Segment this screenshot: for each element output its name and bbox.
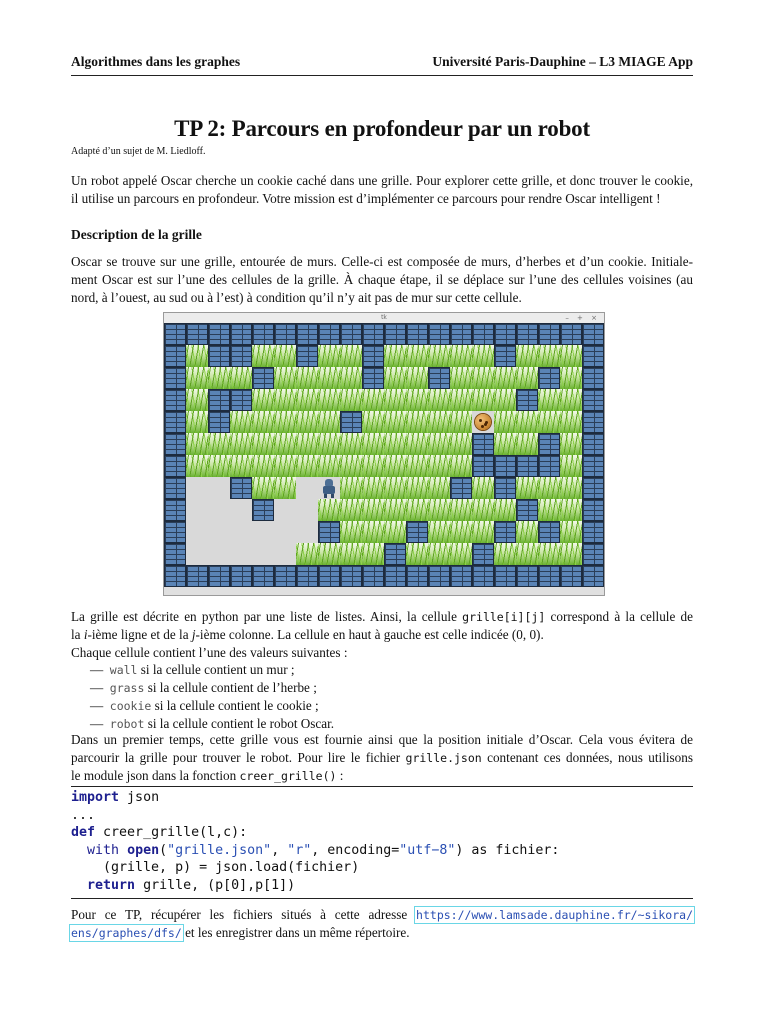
grid-cell-wall: [230, 345, 252, 367]
code-rule-top: [71, 786, 693, 787]
grid-cell-grass: [406, 389, 428, 411]
grid-cell-grass: [186, 345, 208, 367]
grid-cell-grass: [274, 389, 296, 411]
grid-cell-grass: [472, 345, 494, 367]
grid-cell-wall: [450, 477, 472, 499]
grid-cell-grass: [406, 367, 428, 389]
grid-cell-wall: [472, 565, 494, 587]
grid-cell-wall: [296, 323, 318, 345]
grid-cell-grass: [318, 433, 340, 455]
grid-cell-empty: [208, 499, 230, 521]
grid-cell-empty: [274, 543, 296, 565]
grid-cell-grass: [450, 345, 472, 367]
math-origin: (0, 0): [511, 627, 541, 642]
grid-cell-wall: [472, 543, 494, 565]
grid-cell-grass: [274, 345, 296, 367]
grid-cell-grass: [428, 499, 450, 521]
grid-cell-grass: [252, 455, 274, 477]
grid-cell-wall: [164, 345, 186, 367]
grid-cell-wall: [494, 521, 516, 543]
grid-cell-grass: [560, 455, 582, 477]
grid-cell-grass: [560, 367, 582, 389]
grid-cell-wall: [252, 565, 274, 587]
robot-oscar-icon: [318, 477, 340, 499]
grid-cell-grass: [384, 477, 406, 499]
grid-cell-grass: [428, 345, 450, 367]
grid-cell-grass: [538, 499, 560, 521]
grid-cell-grass: [252, 477, 274, 499]
grid-cell-wall: [582, 389, 604, 411]
grid-cell-grass: [296, 543, 318, 565]
bullet-dash: —: [90, 680, 104, 695]
bullet-dash: —: [90, 716, 104, 731]
grid-cell-grass: [318, 345, 340, 367]
grid-cell-grass: [362, 455, 384, 477]
grid-cell-empty: [274, 521, 296, 543]
grid-cell-grass: [384, 345, 406, 367]
grid-cell-wall: [472, 455, 494, 477]
explanation-line: Chaque cellule contient l’une des valeurs suivantes :: [71, 645, 348, 660]
load-line: parcourir la grille pour trouver le robot. Pour lire le fichier grille.json contenant ces données, nous utilisons: [71, 750, 693, 765]
grid-cell-grass: [428, 389, 450, 411]
course-name: Algorithmes dans les graphes: [71, 54, 241, 69]
grid-cell-grass: [362, 411, 384, 433]
grid-cell-wall: [472, 433, 494, 455]
grid-cell-grass: [384, 389, 406, 411]
grid-cell-grass: [406, 455, 428, 477]
grid-cell-grass: [516, 521, 538, 543]
grid-cell-grass: [472, 521, 494, 543]
intro-paragraph: [71, 172, 693, 208]
grid-cell-wall: [164, 389, 186, 411]
grid-cell-wall: [164, 323, 186, 345]
grid-cell-wall: [582, 433, 604, 455]
grid-cell-wall: [538, 565, 560, 587]
grid-cell-grass: [384, 367, 406, 389]
cookie-icon: [475, 414, 491, 430]
grid-cell-grass: [296, 433, 318, 455]
grid-cell-grass: [494, 411, 516, 433]
grid-cell-wall: [230, 565, 252, 587]
grid-cell-grass: [516, 433, 538, 455]
grid-cell-wall: [582, 543, 604, 565]
grid-cell-wall: [274, 565, 296, 587]
grid-cell-grass: [274, 477, 296, 499]
value-code: cookie: [109, 699, 152, 713]
grid-cell-wall: [208, 411, 230, 433]
grid-cell-wall: [164, 411, 186, 433]
inline-code: grille[i][j]: [462, 610, 546, 624]
grid-cell-wall: [516, 499, 538, 521]
grid-cell-wall: [164, 455, 186, 477]
grid-cell-grass: [230, 433, 252, 455]
grid-cell-wall: [230, 323, 252, 345]
grid-cell-grass: [252, 389, 274, 411]
list-item: — cookie si la cellule contient le cookie ;: [90, 698, 319, 713]
grid-cell-grass: [516, 411, 538, 433]
credit-note: Adapté d’un sujet de M. Liedloff.: [71, 146, 206, 157]
grid-cell-wall: [582, 367, 604, 389]
grid-cell-wall: [164, 477, 186, 499]
grid-cell-grass: [362, 521, 384, 543]
grid-cell-wall: [164, 433, 186, 455]
grid-cell-wall: [560, 565, 582, 587]
grid-cell-wall: [164, 565, 186, 587]
inline-code: grille.json: [405, 751, 482, 765]
grid-cell-grass: [406, 345, 428, 367]
grid-cell-grass: [428, 477, 450, 499]
grid-cell-grass: [274, 433, 296, 455]
grid-cell-wall: [494, 323, 516, 345]
grid-cell-grass: [384, 499, 406, 521]
grid-cell-grass: [450, 433, 472, 455]
grid-cell-grass: [252, 433, 274, 455]
grid-cell-empty: [186, 499, 208, 521]
grid-cell-wall: [164, 499, 186, 521]
grid-cell-wall: [296, 345, 318, 367]
grid-cell-grass: [428, 543, 450, 565]
grid-cell-grass: [186, 411, 208, 433]
grid-cell-grass: [538, 345, 560, 367]
list-item: — wall si la cellule contient un mur ;: [90, 662, 295, 677]
grid-cell-grass: [340, 477, 362, 499]
grid-cell-empty: [186, 521, 208, 543]
grid-cell-wall: [362, 565, 384, 587]
value-code: grass: [109, 681, 145, 695]
value-code: wall: [109, 663, 138, 677]
grid-cell-grass: [538, 543, 560, 565]
grid-cell-grass: [186, 433, 208, 455]
grid-cell-grass: [428, 433, 450, 455]
intro-line: Un robot appelé Oscar cherche un cookie caché dans une grille. Pour explorer cette grille, et donc trouver le cookie,: [71, 173, 693, 188]
grid-cell-wall: [494, 345, 516, 367]
grid-cell-grass: [274, 411, 296, 433]
code-listing: import json ... def creer_grille(l,c): with open("grille.json", "r", encoding="utf−8") as fichier: (grille, p) = json.load(fichier) return grille, (p[0],p[1]): [71, 790, 560, 893]
grid-cell-empty: [296, 521, 318, 543]
grid-cell-empty: [230, 499, 252, 521]
grid-cell-grass: [472, 499, 494, 521]
grid-cell-grass: [406, 433, 428, 455]
grid-cell-wall: [538, 367, 560, 389]
grid-cell-grass: [560, 345, 582, 367]
grid-cell-grass: [450, 543, 472, 565]
bullet-dash: —: [90, 698, 104, 713]
grid-cell-wall: [186, 565, 208, 587]
grid-cell-wall: [516, 323, 538, 345]
grid-cell-wall: [494, 455, 516, 477]
grid-cell-wall: [362, 323, 384, 345]
grid-cell-grass: [252, 411, 274, 433]
grid-cell-grass: [494, 367, 516, 389]
grid-cell-wall: [164, 543, 186, 565]
grid-cell-grass: [296, 455, 318, 477]
values-list: [90, 661, 490, 733]
grid-cell-empty: [230, 521, 252, 543]
grid-cell-wall: [516, 565, 538, 587]
grid-cell-wall: [582, 411, 604, 433]
grid-cell-wall: [296, 565, 318, 587]
grid-cell-grass: [362, 543, 384, 565]
grid-cell-wall: [472, 323, 494, 345]
list-item: — robot si la cellule contient le robot Oscar.: [90, 716, 335, 731]
grid-cell-grass: [340, 389, 362, 411]
grid-cell-grass: [384, 521, 406, 543]
running-header: [71, 54, 693, 74]
grid-cell-grass: [450, 389, 472, 411]
grid-cell-grass: [494, 543, 516, 565]
grid-cell-grass: [494, 389, 516, 411]
grid-cell-grass: [560, 433, 582, 455]
grid-cell-empty: [252, 521, 274, 543]
grid-cell-wall: [428, 565, 450, 587]
grid-cell-wall: [582, 499, 604, 521]
description-paragraph: [71, 253, 693, 307]
load-line: le module json dans la fonction creer_grille() :: [71, 768, 344, 783]
grid-cell-wall: [406, 565, 428, 587]
grid-board: [164, 323, 604, 587]
grid-cell-grass: [186, 389, 208, 411]
grid-cell-cookie: [472, 411, 494, 433]
grid-cell-empty: [186, 477, 208, 499]
grid-cell-empty: [296, 477, 318, 499]
grid-cell-grass: [494, 499, 516, 521]
grid-cell-empty: [208, 477, 230, 499]
math-j: j: [191, 627, 196, 642]
grid-cell-empty: [208, 521, 230, 543]
grid-cell-empty: [274, 499, 296, 521]
grid-cell-grass: [362, 499, 384, 521]
section-heading: Description de la grille: [71, 227, 202, 242]
grid-cell-grass: [384, 455, 406, 477]
grid-cell-grass: [318, 367, 340, 389]
grid-cell-wall: [252, 499, 274, 521]
math-i: i: [83, 627, 88, 642]
grid-cell-grass: [516, 477, 538, 499]
explanation-line: la i-ième ligne et de la j-ième colonne. La cellule en haut à gauche est celle indicée (0, 0).: [71, 627, 544, 642]
grid-cell-wall: [318, 565, 340, 587]
grid-cell-grass: [318, 455, 340, 477]
header-rule: [71, 75, 693, 76]
grid-cell-grass: [406, 499, 428, 521]
grid-cell-wall: [362, 345, 384, 367]
grid-cell-grass: [318, 411, 340, 433]
grid-cell-grass: [560, 543, 582, 565]
grid-cell-grass: [340, 543, 362, 565]
grid-cell-grass: [516, 367, 538, 389]
grid-cell-wall: [186, 323, 208, 345]
window-controls[interactable]: – + ×: [565, 314, 600, 322]
code-rule-bottom: [71, 898, 693, 899]
description-line: ment Oscar est sur l’une des cellules de la grille. À chaque étape, il se déplace sur l’une des cellules voisines (au: [71, 272, 693, 287]
grid-cell-grass: [560, 521, 582, 543]
grid-cell-empty: [208, 543, 230, 565]
grid-cell-wall: [560, 323, 582, 345]
grid-cell-wall: [406, 323, 428, 345]
grid-cell-grass: [428, 521, 450, 543]
grid-cell-grass: [318, 499, 340, 521]
grid-cell-wall: [340, 323, 362, 345]
window-title: tk: [381, 314, 387, 321]
grid-cell-grass: [560, 499, 582, 521]
grid-cell-grass: [230, 411, 252, 433]
explanation-line: La grille est décrite en python par une liste de listes. Ainsi, la cellule grille[i][j] correspond à la cellule de: [71, 609, 693, 624]
grid-cell-grass: [406, 477, 428, 499]
grid-cell-grass: [362, 433, 384, 455]
grid-cell-wall: [252, 323, 274, 345]
robot-icon-part: [323, 486, 335, 494]
grid-cell-grass: [516, 345, 538, 367]
description-line: nord, à l’ouest, au sud ou à l’est) à condition qu’il n’y ait pas de mur sur cette cellule.: [71, 290, 522, 305]
grid-cell-wall: [318, 323, 340, 345]
grid-cell-wall: [208, 389, 230, 411]
grid-cell-wall: [582, 477, 604, 499]
grid-cell-wall: [494, 477, 516, 499]
grid-cell-grass: [230, 367, 252, 389]
grid-cell-grass: [362, 477, 384, 499]
grid-cell-wall: [538, 521, 560, 543]
grid-cell-wall: [582, 323, 604, 345]
university-name: Université Paris-Dauphine – L3 MIAGE App: [432, 54, 693, 69]
grid-cell-grass: [450, 455, 472, 477]
grid-cell-grass: [384, 433, 406, 455]
grid-cell-grass: [208, 367, 230, 389]
grid-cell-grass: [494, 433, 516, 455]
grid-cell-grass: [340, 433, 362, 455]
grid-cell-grass: [274, 455, 296, 477]
grid-cell-grass: [186, 367, 208, 389]
grid-cell-wall: [582, 565, 604, 587]
grid-cell-grass: [252, 345, 274, 367]
grid-cell-grass: [384, 411, 406, 433]
grid-cell-wall: [582, 521, 604, 543]
grid-cell-grass: [186, 455, 208, 477]
description-line: Oscar se trouve sur une grille, entourée de murs. Celle-ci est composée de murs, d’herbes et d’un cookie. Initiale-: [71, 254, 693, 269]
list-item: — grass si la cellule contient de l’herbe ;: [90, 680, 317, 695]
grid-cell-wall: [164, 367, 186, 389]
grid-cell-grass: [340, 345, 362, 367]
load-line: Dans un premier temps, cette grille vous est fournie ainsi que la position initiale d’Oscar. Cela vous évitera de: [71, 732, 693, 747]
document-title: TP 2: Parcours en profondeur par un robot: [174, 116, 590, 141]
grid-cell-grass: [230, 455, 252, 477]
grid-cell-grass: [296, 367, 318, 389]
grid-cell-grass: [560, 389, 582, 411]
grid-cell-wall: [230, 389, 252, 411]
bullet-dash: —: [90, 662, 104, 677]
grid-cell-wall: [582, 455, 604, 477]
robot-icon-part: [325, 479, 333, 486]
grid-cell-grass: [406, 543, 428, 565]
grid-cell-wall: [384, 565, 406, 587]
grid-cell-grass: [472, 477, 494, 499]
grid-cell-grass: [428, 455, 450, 477]
grid-cell-wall: [494, 565, 516, 587]
grid-cell-wall: [274, 323, 296, 345]
load-paragraph: [71, 731, 693, 785]
grid-cell-grass: [472, 367, 494, 389]
footer-line: Pour ce TP, récupérer les fichiers situés à cette adresse https://www.lamsade.dauphine.fr/~sikora/: [71, 907, 693, 922]
grid-cell-wall: [406, 521, 428, 543]
grid-cell-grass: [538, 389, 560, 411]
grid-cell-empty: [296, 499, 318, 521]
grid-cell-wall: [384, 323, 406, 345]
grid-explanation: [71, 608, 693, 662]
grid-cell-wall: [450, 565, 472, 587]
grid-cell-wall: [450, 323, 472, 345]
grid-cell-wall: [428, 367, 450, 389]
footer-paragraph: [71, 906, 693, 942]
grid-cell-grass: [560, 411, 582, 433]
grid-cell-grass: [362, 389, 384, 411]
grid-cell-wall: [340, 411, 362, 433]
grid-cell-wall: [362, 367, 384, 389]
grid-cell-empty: [230, 543, 252, 565]
grid-cell-grass: [450, 521, 472, 543]
grid-cell-grass: [538, 411, 560, 433]
grid-cell-grass: [274, 367, 296, 389]
download-link[interactable]: https://www.lamsade.dauphine.fr/~sikora/: [416, 908, 693, 922]
footer-line: ens/graphes/dfs/ et les enregistrer dans un même répertoire.: [71, 925, 410, 940]
grid-cell-wall: [208, 323, 230, 345]
grid-cell-grass: [208, 433, 230, 455]
grid-cell-wall: [318, 521, 340, 543]
grid-cell-wall: [208, 565, 230, 587]
grid-cell-grass: [516, 543, 538, 565]
grid-cell-grass: [208, 455, 230, 477]
grid-cell-grass: [450, 411, 472, 433]
grid-cell-wall: [538, 433, 560, 455]
grid-cell-grass: [296, 411, 318, 433]
grid-cell-wall: [516, 455, 538, 477]
grid-cell-grass: [406, 411, 428, 433]
download-link-continued[interactable]: ens/graphes/dfs/: [71, 926, 182, 940]
grid-cell-grass: [318, 389, 340, 411]
grid-cell-grass: [472, 389, 494, 411]
grid-cell-wall: [164, 521, 186, 543]
grid-cell-grass: [340, 499, 362, 521]
grid-cell-wall: [384, 543, 406, 565]
grid-cell-grass: [560, 477, 582, 499]
grid-cell-empty: [186, 543, 208, 565]
grid-cell-grass: [428, 411, 450, 433]
grid-cell-wall: [516, 389, 538, 411]
robot-icon-part: [324, 494, 334, 498]
grid-cell-wall: [582, 345, 604, 367]
grid-cell-wall: [252, 367, 274, 389]
grid-cell-grass: [340, 367, 362, 389]
grid-cell-wall: [340, 565, 362, 587]
grid-cell-grass: [318, 543, 340, 565]
grid-cell-grass: [450, 499, 472, 521]
grid-cell-wall: [208, 345, 230, 367]
grid-cell-grass: [450, 367, 472, 389]
grid-cell-grass: [538, 477, 560, 499]
inline-code: creer_grille(): [239, 769, 337, 783]
grid-window: [164, 313, 604, 595]
grid-cell-empty: [252, 543, 274, 565]
grid-cell-grass: [296, 389, 318, 411]
grid-cell-grass: [340, 521, 362, 543]
grid-cell-wall: [538, 323, 560, 345]
value-code: robot: [109, 717, 145, 731]
grid-cell-grass: [340, 455, 362, 477]
grid-cell-wall: [538, 455, 560, 477]
grid-cell-wall: [428, 323, 450, 345]
grid-cell-wall: [230, 477, 252, 499]
intro-line: il utilise un parcours en profondeur. Votre mission est d’implémenter ce parcours pour rendre Oscar intelligent !: [71, 191, 661, 206]
